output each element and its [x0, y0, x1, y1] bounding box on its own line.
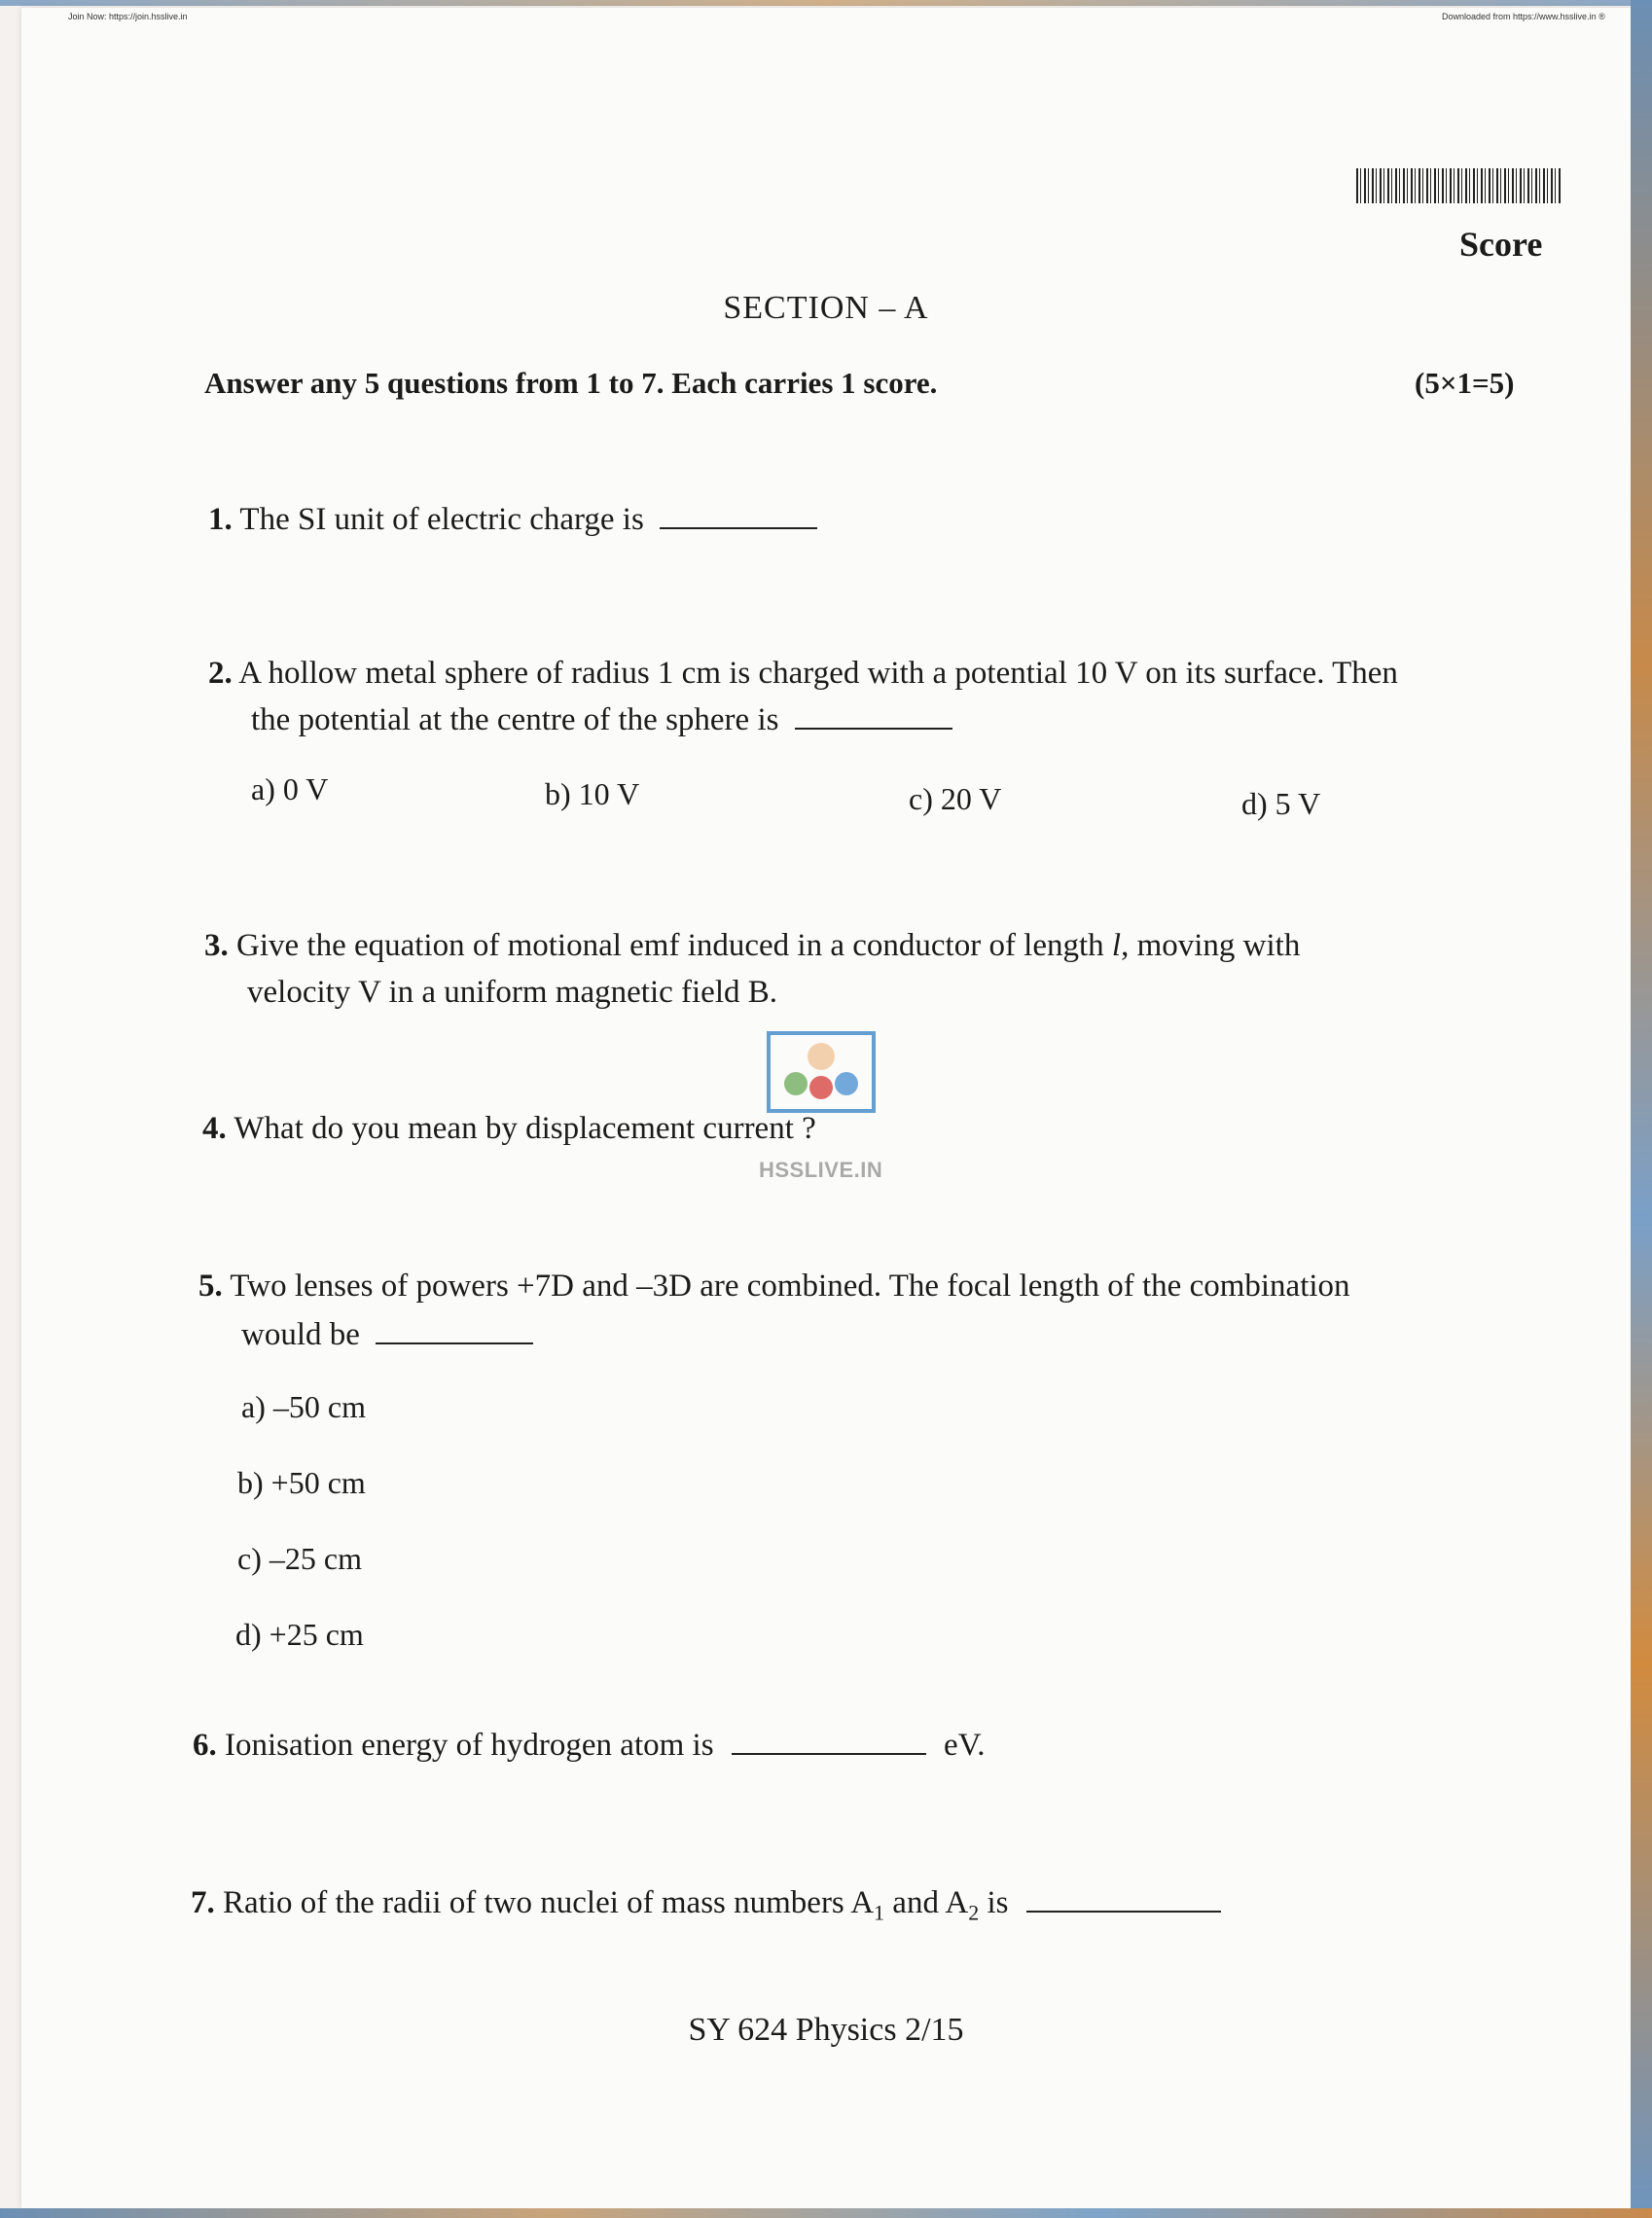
option-d: d) +25 cm — [235, 1617, 364, 1652]
question-2 — [208, 650, 1398, 697]
question-3-line-2: velocity V in a uniform magnetic field B. — [247, 975, 777, 1010]
question-text-a: Ratio of the radii of two nuclei of mass numbers A — [223, 1885, 875, 1920]
question-text-c: is — [979, 1885, 1009, 1920]
hsslive-logo-icon — [763, 1029, 880, 1117]
question-number: 2. — [208, 656, 233, 691]
question-5 — [198, 1263, 1350, 1309]
section-title: SECTION – A — [723, 290, 929, 326]
option-c: c) 20 V — [909, 781, 1002, 816]
option-a: a) –50 cm — [241, 1389, 366, 1424]
answer-blank — [732, 1749, 926, 1755]
paper-edge-bottom — [0, 2208, 1652, 2218]
unit-label: eV. — [944, 1728, 986, 1763]
barcode — [1356, 168, 1561, 203]
paper-edge-right — [1631, 0, 1652, 2218]
question-2-line-2 — [251, 697, 952, 743]
question-5-line-2 — [241, 1311, 533, 1358]
question-text-line-1: A hollow metal sphere of radius 1 cm is charged with a potential 10 V on its surface. Then — [238, 656, 1398, 691]
question-number: 5. — [198, 1269, 223, 1304]
option-b: b) 10 V — [545, 776, 640, 811]
question-1 — [208, 496, 817, 543]
question-text-line-1a: Give the equation of motional emf induced in a conductor of length — [236, 928, 1112, 963]
question-text-line-1b: , moving with — [1121, 928, 1301, 963]
question-text: Ionisation energy of hydrogen atom is — [225, 1728, 714, 1763]
option-b: b) +50 cm — [237, 1465, 366, 1500]
watermark-text: HSSLIVE.IN — [759, 1158, 883, 1182]
download-source[interactable]: Downloaded from https://www.hsslive.in ® — [1442, 12, 1605, 21]
question-number: 1. — [208, 502, 233, 537]
option-c: c) –25 cm — [237, 1541, 362, 1576]
option-a: a) 0 V — [251, 771, 329, 806]
option-d: d) 5 V — [1241, 786, 1321, 821]
instruction: Answer any 5 questions from 1 to 7. Each carries 1 score. — [204, 366, 938, 400]
question-text-line-2: the potential at the centre of the sphere is — [251, 702, 779, 737]
question-number: 4. — [202, 1111, 227, 1146]
question-number: 3. — [204, 928, 229, 963]
question-text: What do you mean by displacement current ? — [233, 1111, 816, 1146]
join-link[interactable]: Join Now: https://join.hsslive.in — [68, 12, 188, 21]
length-variable: l — [1111, 928, 1122, 963]
subscript-2: 2 — [968, 1900, 980, 1925]
answer-blank — [1026, 1907, 1221, 1913]
subscript-1: 1 — [874, 1900, 885, 1925]
question-6 — [193, 1722, 986, 1769]
marks-allotted: (5×1=5) — [1415, 366, 1515, 400]
answer-blank — [376, 1339, 533, 1344]
answer-blank — [795, 724, 952, 730]
exam-page — [21, 8, 1631, 2208]
paper-edge-top — [0, 0, 1652, 6]
question-number: 7. — [191, 1885, 215, 1920]
question-number: 6. — [193, 1728, 217, 1763]
answer-blank — [660, 523, 817, 529]
question-text-b: and A — [884, 1885, 969, 1920]
score-label: Score — [1459, 225, 1543, 264]
question-3 — [204, 922, 1300, 969]
question-text-line-1: Two lenses of powers +7D and –3D are combined. The focal length of the combination — [230, 1269, 1350, 1304]
page-footer: SY 624 Physics 2/15 — [688, 2012, 964, 2048]
question-text-line-2: would be — [241, 1317, 360, 1352]
question-4 — [202, 1105, 816, 1152]
question-7 — [191, 1879, 1221, 1937]
question-text: The SI unit of electric charge is — [239, 502, 644, 537]
